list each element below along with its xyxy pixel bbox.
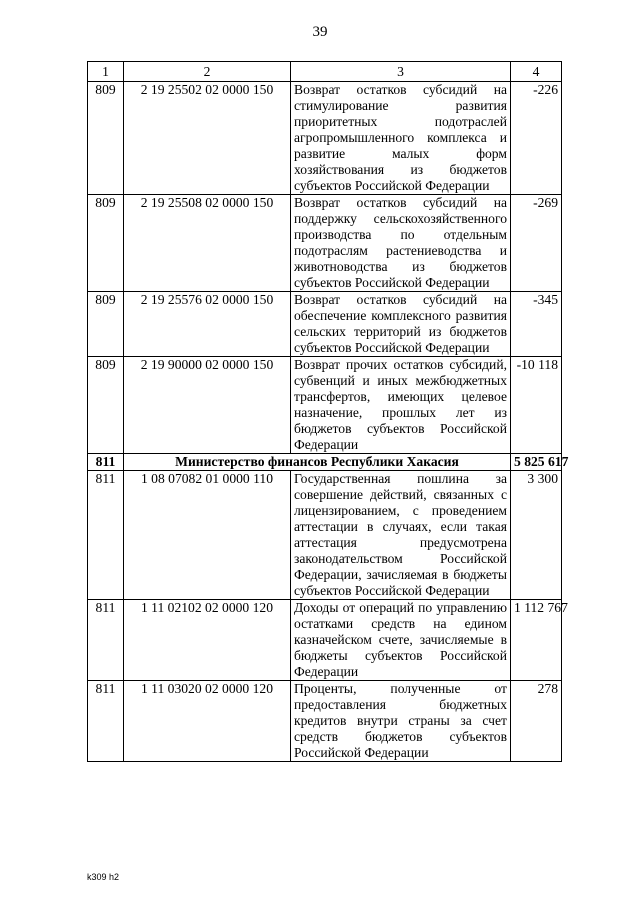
description: Возврат остатков субсидий на поддержку сельскохозяйственного производства по отдельным подотраслям растениеводства и животноводства из бюджетов субъектов Российской Федерации — [291, 195, 511, 292]
section-row — [88, 454, 562, 471]
table-row — [88, 82, 562, 195]
table-row — [88, 471, 562, 600]
admin-code: 809 — [88, 195, 124, 292]
table-header-row — [88, 62, 562, 82]
amount: -345 — [511, 292, 562, 357]
admin-code: 811 — [88, 600, 124, 681]
admin-code: 811 — [88, 471, 124, 600]
budget-code: 2 19 25508 02 0000 150 — [124, 195, 291, 292]
section-total: 5 825 617 — [511, 454, 562, 471]
table-row — [88, 357, 562, 454]
table-row — [88, 681, 562, 762]
admin-code: 809 — [88, 357, 124, 454]
page-number: 39 — [312, 24, 328, 40]
section-title: Министерство финансов Республики Хакасия — [124, 454, 511, 471]
budget-code: 2 19 25502 02 0000 150 — [124, 82, 291, 195]
budget-code: 1 08 07082 01 0000 110 — [124, 471, 291, 600]
revenue-table — [87, 61, 569, 762]
column-header: 2 — [124, 62, 291, 82]
budget-code: 1 11 02102 02 0000 120 — [124, 600, 291, 681]
table-row — [88, 292, 562, 357]
column-header: 1 — [88, 62, 124, 82]
table-row — [88, 195, 562, 292]
amount: -10 118 — [511, 357, 562, 454]
description: Доходы от операций по управлению остатками средств на едином казначейском счете, зачисляемые в бюджеты субъектов Российской Федерации — [291, 600, 511, 681]
table-row — [88, 600, 562, 681]
amount: -269 — [511, 195, 562, 292]
column-header: 4 — [511, 62, 562, 82]
description: Проценты, полученные от предоставления бюджетных кредитов внутри страны за счет средств бюджетов субъектов Российской Федерации — [291, 681, 511, 762]
description: Возврат остатков субсидий на обеспечение комплексного развития сельских территорий из бюджетов субъектов Российской Федерации — [291, 292, 511, 357]
document-footer-code: k309 h2 — [87, 872, 120, 882]
admin-code: 811 — [88, 681, 124, 762]
column-header: 3 — [291, 62, 511, 82]
amount: 1 112 767 — [511, 600, 562, 681]
description: Государственная пошлина за совершение действий, связанных с лицензированием, с проведением аттестации в случаях, если такая аттестация предусмотрена законодательством Российской Федерации, зачисляемая в бюджеты субъектов Российской Федерации — [291, 471, 511, 600]
admin-code: 809 — [88, 82, 124, 195]
amount: 3 300 — [511, 471, 562, 600]
budget-code: 2 19 90000 02 0000 150 — [124, 357, 291, 454]
section-admin-code: 811 — [88, 454, 124, 471]
budget-code: 2 19 25576 02 0000 150 — [124, 292, 291, 357]
amount: 278 — [511, 681, 562, 762]
description: Возврат остатков субсидий на стимулирование развития приоритетных подотраслей агропромышленного комплекса и развитие малых форм хозяйствования из бюджетов субъектов Российской Федерации — [291, 82, 511, 195]
description: Возврат прочих остатков субсидий, субвенций и иных межбюджетных трансфертов, имеющих целевое назначение, прошлых лет из бюджетов субъектов Российской Федерации — [291, 357, 511, 454]
amount: -226 — [511, 82, 562, 195]
admin-code: 809 — [88, 292, 124, 357]
budget-code: 1 11 03020 02 0000 120 — [124, 681, 291, 762]
